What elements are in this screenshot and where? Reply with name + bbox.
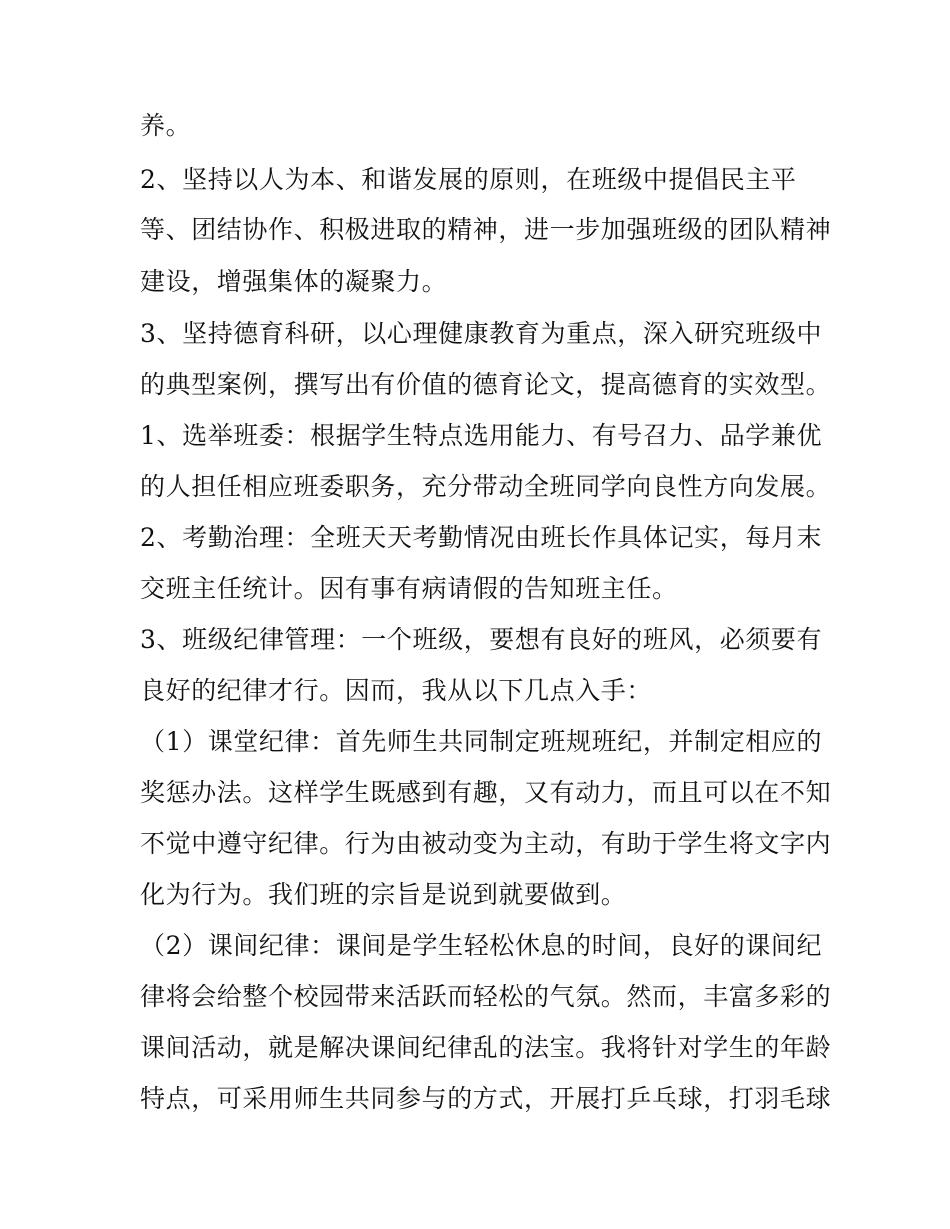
text-line-11: 3、班级纪律管理：一个班级，要想有良好的班风，必须要有 (140, 625, 823, 654)
text-line-2: 2、坚持以人为本、和谐发展的原则，在班级中提倡民主平 (140, 165, 797, 194)
text-line-18: 律将会给整个校园带来活跃而轻松的气氛。然而，丰富多彩的 (140, 982, 832, 1011)
text-line-5: 3、坚持德育科研，以心理健康教育为重点，深入研究班级中 (140, 319, 823, 348)
text-line-6: 的典型案例，撰写出有价值的德育论文，提高德育的实效型。 (140, 370, 832, 399)
text-line-3: 等、团结协作、积极进取的精神，进一步加强班级的团队精神 (140, 215, 832, 244)
text-line-4: 建设，增强集体的凝聚力。 (140, 267, 448, 296)
text-line-20: 特点，可采用师生共同参与的方式，开展打乒乓球，打羽毛球 (140, 1084, 832, 1113)
text-line-1: 养。 (140, 111, 192, 140)
text-line-19: 课间活动，就是解决课间纪律乱的法宝。我将针对学生的年龄 (140, 1033, 832, 1062)
text-line-10: 交班主任统计。因有事有病请假的告知班主任。 (140, 574, 678, 603)
text-line-12: 良好的纪律才行。因而，我从以下几点入手： (140, 676, 653, 705)
text-line-8: 的人担任相应班委职务，充分带动全班同学向良性方向发展。 (140, 472, 832, 501)
text-line-16: 化为行为。我们班的宗旨是说到就要做到。 (140, 880, 627, 909)
text-line-14: 奖惩办法。这样学生既感到有趣，又有动力，而且可以在不知 (140, 778, 832, 807)
text-line-15: 不觉中遵守纪律。行为由被动变为主动，有助于学生将文字内 (140, 829, 832, 858)
text-line-7: 1、选举班委：根据学生特点选用能力、有号召力、品学兼优 (140, 421, 823, 450)
text-line-13: （1）课堂纪律：首先师生共同制定班规班纪，并制定相应的 (140, 727, 823, 756)
text-line-17: （2）课间纪律：课间是学生轻松休息的时间，良好的课间纪 (140, 931, 823, 960)
text-line-9: 2、考勤治理：全班天天考勤情况由班长作具体记实，每月末 (140, 523, 823, 552)
